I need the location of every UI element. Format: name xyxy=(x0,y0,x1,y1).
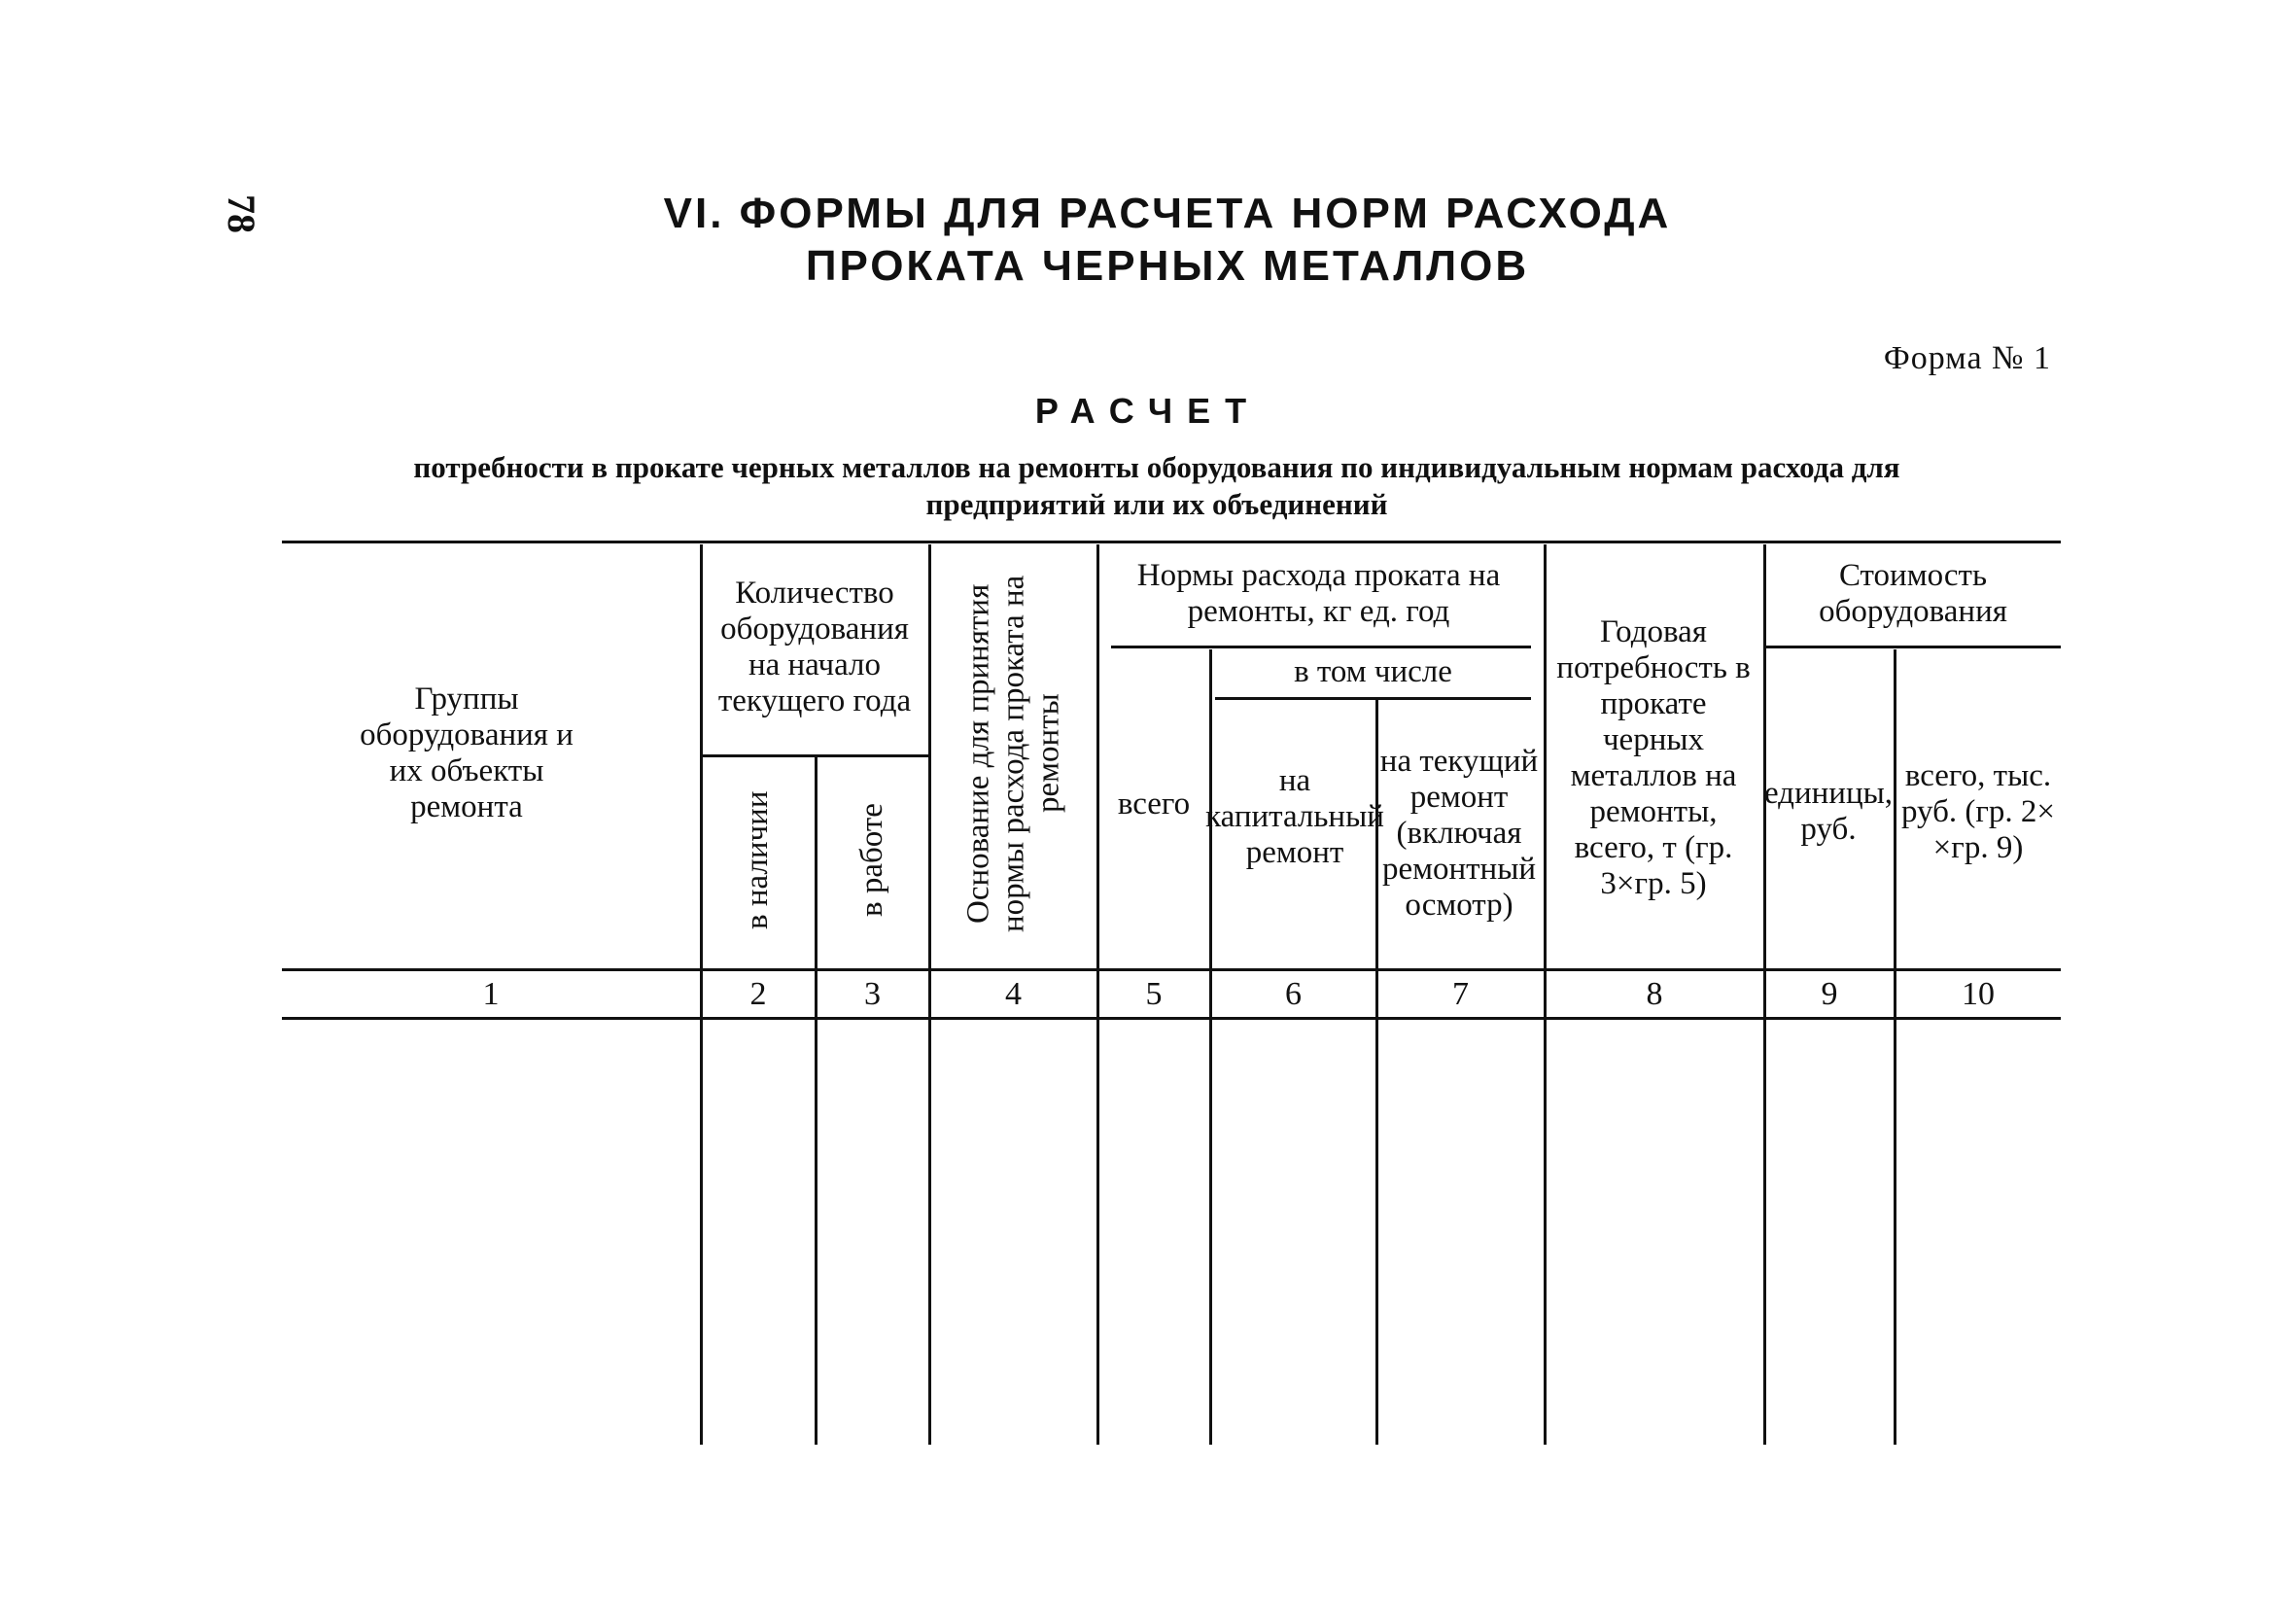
header-norms-total: всего xyxy=(1117,786,1191,821)
header-capital-repair: на капитальный ремонт xyxy=(1205,762,1384,870)
section-title-line-1: VI. ФОРМЫ ДЛЯ РАСЧЕТА НОРМ РАСХОДА xyxy=(663,190,1672,237)
cost-group-rule xyxy=(1764,646,2061,648)
column-number: 7 xyxy=(1452,975,1469,1012)
calculation-heading: РАСЧЕТ xyxy=(1034,391,1262,431)
col-divider-9 xyxy=(1894,649,1896,1445)
incl-group-rule xyxy=(1215,697,1531,700)
column-number: 2 xyxy=(749,975,767,1012)
column-number: 10 xyxy=(1962,975,1995,1012)
table-top-rule xyxy=(282,541,2061,543)
col-divider-2 xyxy=(815,756,818,1445)
column-number: 9 xyxy=(1821,975,1838,1012)
column-number: 3 xyxy=(864,975,881,1012)
section-title-line-2: ПРОКАТА ЧЕРНЫХ МЕТАЛЛОВ xyxy=(805,242,1530,290)
number-row-bottom-rule xyxy=(282,1017,2061,1020)
header-annual-requirement: Годовая потребность в прокате черных металлов на ремонты, всего, т (гр. 3×гр. 5) xyxy=(1556,614,1751,901)
header-unit-cost: единицы, руб. xyxy=(1763,776,1894,847)
form-number-label: Форма № 1 xyxy=(1883,340,2051,376)
header-bottom-rule xyxy=(282,968,2061,971)
header-total-cost: всего, тыс. руб. (гр. 2× ×гр. 9) xyxy=(1900,757,2056,865)
header-in-operation: в работе xyxy=(854,803,889,918)
column-number: 6 xyxy=(1285,975,1302,1012)
column-number: 5 xyxy=(1145,975,1163,1012)
header-basis-for-norm: Основание для принятия нормы расхода проката на ремонты xyxy=(960,575,1066,932)
header-norms-group: Нормы расхода проката на ремонты, кг ед. год xyxy=(1136,558,1501,629)
page-number: 78 xyxy=(220,194,263,233)
header-in-stock: в наличии xyxy=(740,790,775,930)
column-number: 8 xyxy=(1646,975,1663,1012)
header-cost-group: Стоимость оборудования xyxy=(1819,558,2007,629)
norms-group-rule xyxy=(1111,646,1531,648)
form-subtitle: потребности в прокате черных металлов на ремонты оборудования по индивидуальным нормам расхода для предприятий или их объединений xyxy=(413,450,1900,521)
column-number: 1 xyxy=(482,975,500,1012)
header-quantity-group: Количество оборудования на начало текущего года xyxy=(717,576,912,718)
header-including: в том числе xyxy=(1294,653,1452,689)
header-current-repair: на текущий ремонт (включая ремонтный осмотр) xyxy=(1379,743,1539,923)
column-number: 4 xyxy=(1005,975,1022,1012)
header-equipment-groups: Группы оборудования и их объекты ремонта xyxy=(360,682,574,824)
